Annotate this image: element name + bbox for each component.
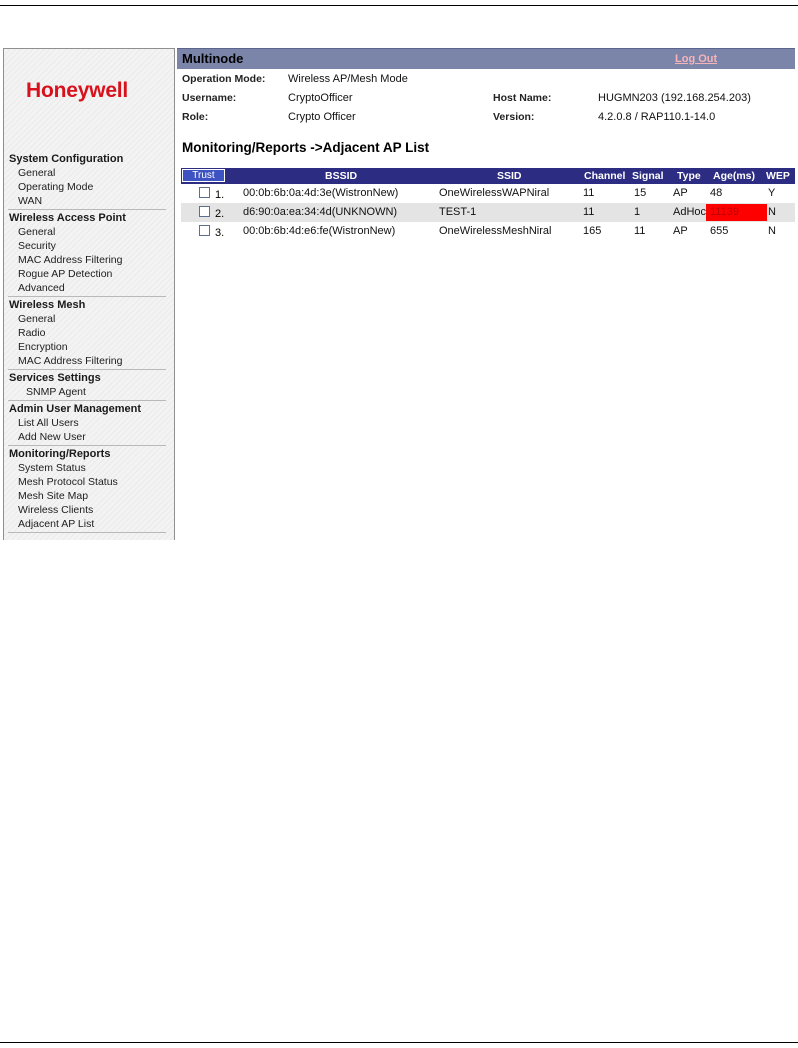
honeywell-logo: Honeywell: [26, 79, 129, 102]
sidebar-item-general[interactable]: General: [18, 167, 56, 179]
page-top-rule: [0, 5, 798, 6]
hostname-value: HUGMN203 (192.168.254.203): [598, 92, 751, 104]
wep-cell: N: [768, 206, 776, 218]
table-row: [181, 203, 795, 222]
page-title: Monitoring/Reports ->Adjacent AP List: [182, 140, 430, 155]
sidebar-item-rogue-ap-detection[interactable]: Rogue AP Detection: [18, 268, 113, 280]
sidebar-section-monitoring-reports: Monitoring/Reports: [9, 448, 111, 460]
sidebar-item-operating-mode[interactable]: Operating Mode: [18, 181, 94, 193]
bssid-cell: d6:90:0a:ea:34:4d(UNKNOWN): [243, 206, 398, 218]
sidebar: [3, 48, 175, 540]
role-value: Crypto Officer: [288, 111, 356, 123]
version-value: 4.2.0.8 / RAP110.1-14.0: [598, 111, 716, 123]
sidebar-item-ap-advanced[interactable]: Advanced: [18, 282, 65, 294]
sidebar-item-mesh-site-map[interactable]: Mesh Site Map: [18, 490, 89, 502]
info-row-mode: [177, 70, 795, 89]
age-cell: 48: [710, 187, 723, 199]
channel-cell: 11: [583, 187, 595, 199]
age-cell: 11139: [710, 206, 739, 218]
signal-column-header: Signal: [632, 170, 664, 182]
sidebar-divider: [8, 296, 166, 297]
trust-checkbox[interactable]: [199, 206, 210, 217]
row-index: 3.: [215, 227, 225, 239]
table-header: [181, 168, 795, 184]
sidebar-nav: [4, 152, 172, 534]
sidebar-item-wan[interactable]: WAN: [18, 195, 43, 207]
sidebar-item-wireless-clients[interactable]: Wireless Clients: [18, 504, 94, 516]
sidebar-divider: [8, 400, 166, 401]
type-cell: AP: [673, 187, 688, 199]
sidebar-section-wireless-access-point: Wireless Access Point: [9, 212, 126, 224]
wep-cell: Y: [768, 187, 776, 199]
username-value: CryptoOfficer: [288, 92, 353, 104]
bssid-cell: 00:0b:6b:4d:e6:fe(WistronNew): [243, 225, 396, 237]
sidebar-item-mesh-encryption[interactable]: Encryption: [18, 341, 68, 353]
table-row: [181, 184, 795, 203]
sidebar-divider: [8, 209, 166, 210]
bssid-cell: 00:0b:6b:0a:4d:3e(WistronNew): [243, 187, 399, 199]
sidebar-item-ap-mac-filtering[interactable]: MAC Address Filtering: [18, 254, 123, 266]
signal-cell: 15: [634, 187, 647, 199]
trust-column-header[interactable]: Trust: [182, 169, 225, 182]
sidebar-section-system-configuration: System Configuration: [9, 153, 124, 165]
logout-link[interactable]: Log Out: [675, 53, 718, 65]
adjacent-ap-table: [181, 168, 795, 241]
sidebar-item-ap-general[interactable]: General: [18, 226, 56, 238]
sidebar-item-snmp-agent[interactable]: SNMP Agent: [26, 386, 86, 398]
sidebar-divider: [8, 445, 166, 446]
main-content: [177, 48, 795, 540]
version-label: Version:: [493, 111, 535, 123]
row-index: 2.: [215, 208, 225, 220]
sidebar-item-add-new-user[interactable]: Add New User: [18, 431, 86, 443]
type-column-header: Type: [677, 170, 701, 182]
age-cell: 655: [710, 225, 729, 237]
channel-cell: 165: [583, 225, 602, 237]
ssid-column-header: SSID: [497, 170, 522, 182]
sidebar-divider: [8, 532, 166, 533]
trust-checkbox[interactable]: [199, 225, 210, 236]
ssid-cell: OneWirelessMeshNiral: [439, 225, 552, 237]
wep-column-header: WEP: [766, 170, 790, 182]
channel-column-header: Channel: [584, 170, 626, 182]
row-index: 1.: [215, 189, 225, 201]
age-column-header: Age(ms): [713, 170, 756, 182]
app-title: Multinode: [182, 51, 244, 66]
trust-checkbox[interactable]: [199, 187, 210, 198]
sidebar-item-adjacent-ap-list[interactable]: Adjacent AP List: [18, 518, 95, 530]
signal-cell: 11: [634, 225, 646, 237]
type-cell: AP: [673, 225, 688, 237]
sidebar-item-mesh-general[interactable]: General: [18, 313, 56, 325]
title-bar: [177, 48, 795, 69]
wep-cell: N: [768, 225, 776, 237]
type-cell: AdHoc: [673, 206, 707, 218]
sidebar-item-mesh-protocol-status[interactable]: Mesh Protocol Status: [18, 476, 118, 488]
sidebar-section-services-settings: Services Settings: [9, 372, 101, 384]
sidebar-item-mesh-mac-filtering[interactable]: MAC Address Filtering: [18, 355, 123, 367]
sidebar-section-admin-user-management: Admin User Management: [9, 403, 142, 415]
bssid-column-header: BSSID: [325, 170, 358, 182]
operation-mode-value: Wireless AP/Mesh Mode: [288, 73, 408, 85]
device-info: [177, 70, 795, 127]
sidebar-item-list-all-users[interactable]: List All Users: [18, 417, 79, 429]
ssid-cell: TEST-1: [439, 206, 477, 218]
sidebar-section-wireless-mesh: Wireless Mesh: [9, 299, 86, 311]
info-row-role: [177, 108, 795, 127]
channel-cell: 11: [583, 206, 595, 218]
sidebar-divider: [8, 369, 166, 370]
screenshot-frame: [3, 48, 795, 540]
username-label: Username:: [182, 92, 237, 104]
page-bottom-rule: [0, 1042, 798, 1043]
table-row: [181, 222, 795, 241]
sidebar-item-system-status[interactable]: System Status: [18, 462, 86, 474]
info-row-user: [177, 89, 795, 108]
ssid-cell: OneWirelessWAPNiral: [439, 187, 550, 199]
signal-cell: 1: [634, 206, 641, 218]
role-label: Role:: [182, 111, 209, 123]
operation-mode-label: Operation Mode:: [182, 73, 266, 85]
sidebar-item-mesh-radio[interactable]: Radio: [18, 327, 46, 339]
sidebar-item-ap-security[interactable]: Security: [18, 240, 56, 252]
hostname-label: Host Name:: [493, 92, 552, 104]
